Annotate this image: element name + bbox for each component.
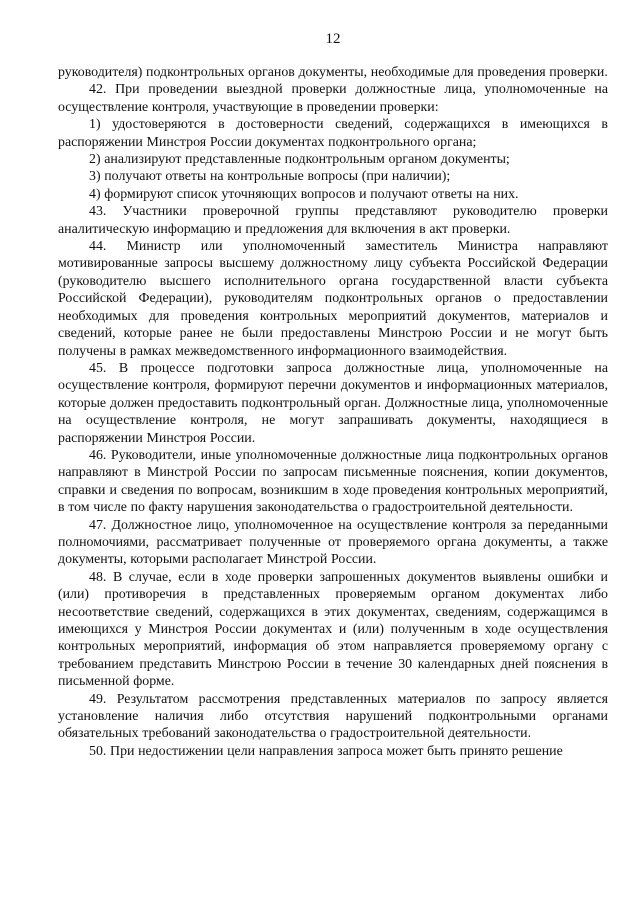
- paragraph-45: 45. В процессе подготовки запроса должностные лица, уполномоченные на осуществление контроля, формируют перечни документов и информационных материалов, которые должен предоставить подконтрольный орган. Должностные лица, уполномоченные на осуществление контроля, не могут запрашивать документы, находящиеся в распоряжении Минстроя России.: [58, 360, 608, 446]
- paragraph-46: 46. Руководители, иные уполномоченные должностные лица подконтрольных органов направляют в Минстрой России по запросам письменные пояснения, копии документов, справки и сведения по вопросам, возникшим в ходе проведения контрольных мероприятий, в том числе по факту нарушения законодательства о градостроительной деятельности.: [58, 447, 608, 516]
- paragraph-47: 47. Должностное лицо, уполномоченное на осуществление контроля за переданными полномочиями, рассматривает полученные от проверяемого органа документы, а также документы, которыми располагает Минстрой России.: [58, 517, 608, 568]
- paragraph-48: 48. В случае, если в ходе проверки запрошенных документов выявлены ошибки и (или) противоречия в представленных проверяемым органом документах либо несоответствие сведений, содержащихся в этих документах, сведениям, содержащимся в имеющихся у Минстроя России документах и (или) полученным в ходе осуществления контрольных мероприятий, информация об этом направляется проверяемому органу с требованием представить Минстрою России в течение 30 календарных дней пояснения в письменной форме.: [58, 569, 608, 690]
- list-item-2: 2) анализируют представленные подконтрольным органом документы;: [89, 152, 510, 168]
- list-item-3: 3) получают ответы на контрольные вопросы (при наличии);: [89, 169, 451, 185]
- list-item-4: 4) формируют список уточняющих вопросов и получают ответы на них.: [89, 186, 519, 202]
- document-body: [58, 64, 608, 760]
- paragraph-50: 50. При недостижении цели направления запроса может быть принято решение: [89, 743, 563, 759]
- page-number: 12: [325, 31, 341, 47]
- paragraph-43: 43. Участники проверочной группы представляют руководителю проверки аналитическую информацию и предложения для включения в акт проверки.: [58, 204, 608, 237]
- paragraph-44: 44. Министр или уполномоченный заместитель Министра направляют мотивированные запросы высшему должностному лицу субъекта Российской Федерации (руководителю высшего исполнительного органа государственной власти субъекта Российской Федерации), руководителям подконтрольных органов о предоставлении необходимых для проведения контрольных мероприятий документов, материалов и сведений, которые ранее не были предоставлены Минстрою России и не могут быть получены в рамках межведомственного информационного взаимодействия.: [58, 239, 608, 359]
- paragraph-continuation: руководителя) подконтрольных органов документы, необходимые для проведения проверки.: [58, 65, 608, 80]
- paragraph-49: 49. Результатом рассмотрения представленных материалов по запросу является установление наличия либо отсутствия нарушений подконтрольными органами обязательных требований законодательства о градостроительной деятельности.: [58, 691, 608, 742]
- paragraph-42: 42. При проведении выездной проверки должностные лица, уполномоченные на осуществление контроля, участвующие в проведении проверки:: [58, 82, 608, 115]
- list-item-1: 1) удостоверяются в достоверности сведений, содержащихся в имеющихся в распоряжении Минстроя России документах подконтрольного органа;: [58, 117, 608, 150]
